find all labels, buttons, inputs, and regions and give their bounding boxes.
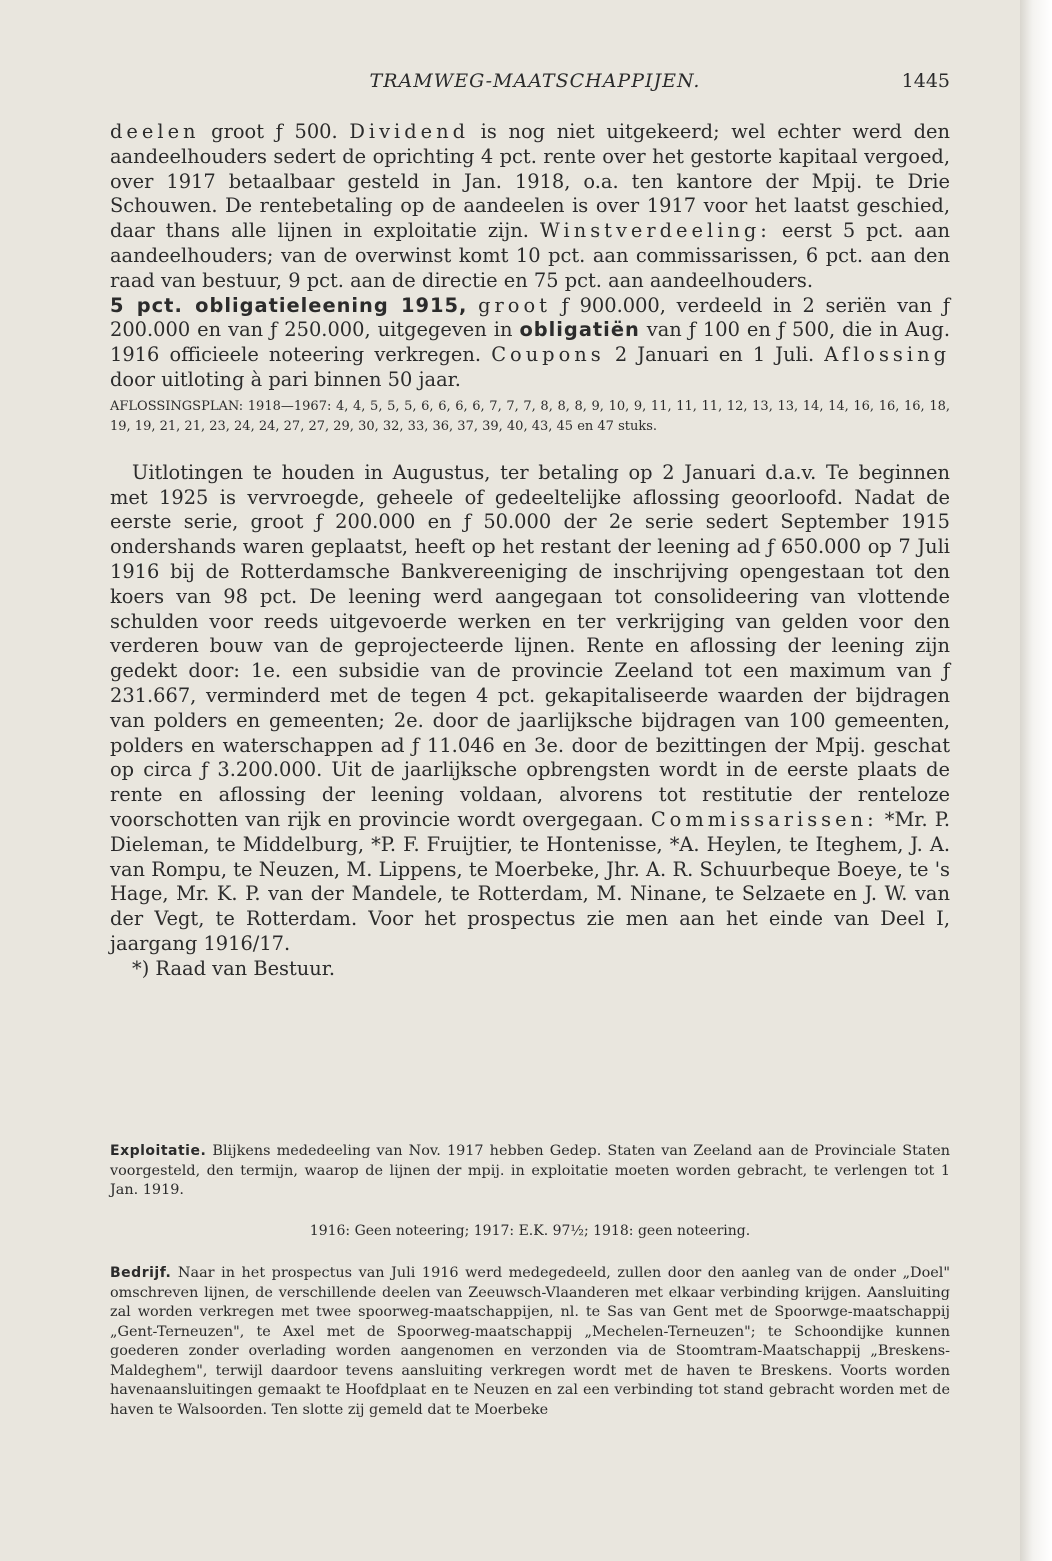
exploitatie-section xyxy=(110,1142,950,1201)
loan-text-a: ƒ 900.000, verdeeld in 2 seriën van ƒ 200.000 en van ƒ 250.000, uitgegeven in xyxy=(110,293,951,342)
commissarissen-label: Commissarissen: xyxy=(650,807,878,831)
dividend-text-a: groot ƒ 500. xyxy=(199,120,350,143)
loan-details-text: Uitlotingen te houden in Augustus, ter betaling op 2 Januari d.a.v. Te beginnen met 1925 is vervroegde, geheele of gedeeltelijke aflossing geoorloofd. Nadat de eerste serie, groot ƒ 200.000 en ƒ 50.000 der 2e serie sedert September 1915 ondershands waren geplaatst, heeft op het restant der leening ad ƒ 650.000 op 7 Juli 1916 bij de Rotterdamsche Bankvereeniging de inschrijving opengestaan tot den koers van 98 pct. De leening werd aangegaan tot consolideering van vlottende schulden voor reeds uitgevoerde werken en ter verkrijging van gelden voor den verderen bouw van de geprojecteerde lijnen. Rente en aflossing der leening zijn gedekt door: 1e. een subsidie van de provincie Zeeland tot een maximum van ƒ 231.667, verminderd met de tegen 4 pct. gekapitaliseerde waarden der bijdragen van polders en gemeenten; 2e. door de jaarlijksche bijdragen van 100 gemeenten, polders en waterschappen ad ƒ 11.046 en 3e. door de bezittingen der Mpij. geschat op circa ƒ 3.200.000. Uit de jaarlijksche opbrengsten wordt in de eerste plaats de rente en aflossing der leening voldaan, alvorens tot restitutie der renteloze voorschotten van rijk en provincie wordt overgegaan. xyxy=(110,460,950,831)
dividend-paragraph xyxy=(110,120,950,294)
running-header xyxy=(110,70,960,102)
loan-paragraph xyxy=(110,294,950,393)
aflossingsplan xyxy=(110,397,950,437)
loan-text-d: door uitloting à pari binnen 50 jaar. xyxy=(110,367,461,391)
running-title: TRAMWEG-MAATSCHAPPIJEN. xyxy=(369,70,701,92)
main-text xyxy=(110,120,950,982)
commissarissen-text: *Mr. P. Dieleman, te Middelburg, *P. F. Fruijtier, te Hontenisse, *A. Heylen, te Iteghem, J. A. van Rompu, te Neuzen, M. Lippens, te Moerbeke, Jhr. A. R. Schuurbeque Boeye, te 's Hage, Mr. K. P. van der Mandele, te Rotterdam, M. Ninane, te Selzaete en J. W. van der Vegt, te Rotterdam. Voor het prospectus zie men aan het einde van Deel I, jaargang 1916/17. xyxy=(110,807,950,955)
exploitatie-heading: Exploitatie. xyxy=(110,1143,207,1159)
loan-text-b: van ƒ 100 en ƒ 500, die in Aug. 1916 officieele noteering verkregen. xyxy=(110,318,950,367)
lead-word: deelen xyxy=(110,120,200,143)
bedrijf-section xyxy=(110,1264,950,1420)
loan-details-paragraph xyxy=(110,461,950,957)
quotation-line: 1916: Geen noteering; 1917: E.K. 97½; 1918: geen noteering. xyxy=(309,1223,751,1239)
aflossing-label: Aflossing xyxy=(824,343,950,367)
page-edge xyxy=(1020,0,1052,1561)
loan-text-c: 2 Januari en 1 Juli. xyxy=(604,343,825,367)
winstverdeeling-label: Winstverdeeling: xyxy=(539,219,771,243)
footnote: *) Raad van Bestuur. xyxy=(132,956,336,980)
dividend-text-b: is nog niet uitgekeerd; wel echter werd den aandeelhouders sedert de oprichting 4 pct. rente over het gestorte kapitaal vergoed, over 1917 betaalbaar gesteld in Jan. 1918, o.a. ten kantore der Mpij. te Drie Schouwen. De rentebetaling op de aandeelen is over 1917 voor het laatst geschied, daar thans alle lijnen in exploitatie zijn. xyxy=(110,120,950,243)
loan-heading: 5 pct. obligatieleening 1915, xyxy=(110,293,468,317)
page-number: 1445 xyxy=(901,70,950,92)
coupons-label: Coupons xyxy=(491,343,605,367)
aflossingsplan-label: AFLOSSINGSPLAN: xyxy=(110,398,244,414)
exploitatie-text: Blijkens mededeeling van Nov. 1917 hebben Gedep. Staten van Zeeland aan de Provinciale Staten voorgesteld, den termijn, waarop de lijnen der mpij. in exploitatie moeten worden gebracht, te verlengen tot 1 Jan. 1919. xyxy=(110,1143,950,1198)
aflossingsplan-values: 1918—1967: 4, 4, 5, 5, 5, 6, 6, 6, 6, 7, 7, 7, 8, 8, 8, 9, 10, 9, 11, 11, 11, 12, 13, 13, 14, 14, 16, 16, 16, 18, 19, 19, 21, 21, 23, 24, 24, 27, 27, 29, 30, 32, 33, 36, 37, 39, 40, 43, 45 en 47 stuks. xyxy=(110,398,950,434)
dividend-label: Dividend xyxy=(349,120,470,143)
bedrijf-text: Naar in het prospectus van Juli 1916 werd medegedeeld, zullen door den aanleg van de onder „Doel" omschreven lijnen, de verschillende deelen van Zeeuwsch-Vlaanderen met elkaar verbinding krijgen. Aansluiting zal worden verkregen met twee spoorweg-maatschappijen, nl. te Sas van Gent met de Spoorwge-maatschappij „Gent-Terneuzen", te Axel met de Spoorweg-maatschappij „Mechelen-Terneuzen"; te Schoondijke kunnen goederen zonder overlading worden aangenomen en verzonden via de Stoomtram-Maatschappij „Breskens-Maldeghem", terwijl daardoor tevens aansluiting verkregen wordt met de haven te Breskens. Voorts worden havenaansluitingen gemaakt te Hoofdplaat en te Neuzen en zal een verbinding tot stand gebracht worden met de haven te Walsoorden. Ten slotte zij gemeld dat te Moerbeke xyxy=(110,1265,950,1418)
obligatien-label: obligatiën xyxy=(519,318,640,342)
bedrijf-heading: Bedrijf. xyxy=(110,1265,172,1281)
loan-groot-label: groot xyxy=(478,293,551,317)
winstverdeeling-text: eerst 5 pct. aan aandeelhouders; van de overwinst komt 10 pct. aan commissarissen, 6 pct. aan den raad van bestuur, 9 pct. aan de directie en 75 pct. aan aandeelhouders. xyxy=(110,219,951,292)
